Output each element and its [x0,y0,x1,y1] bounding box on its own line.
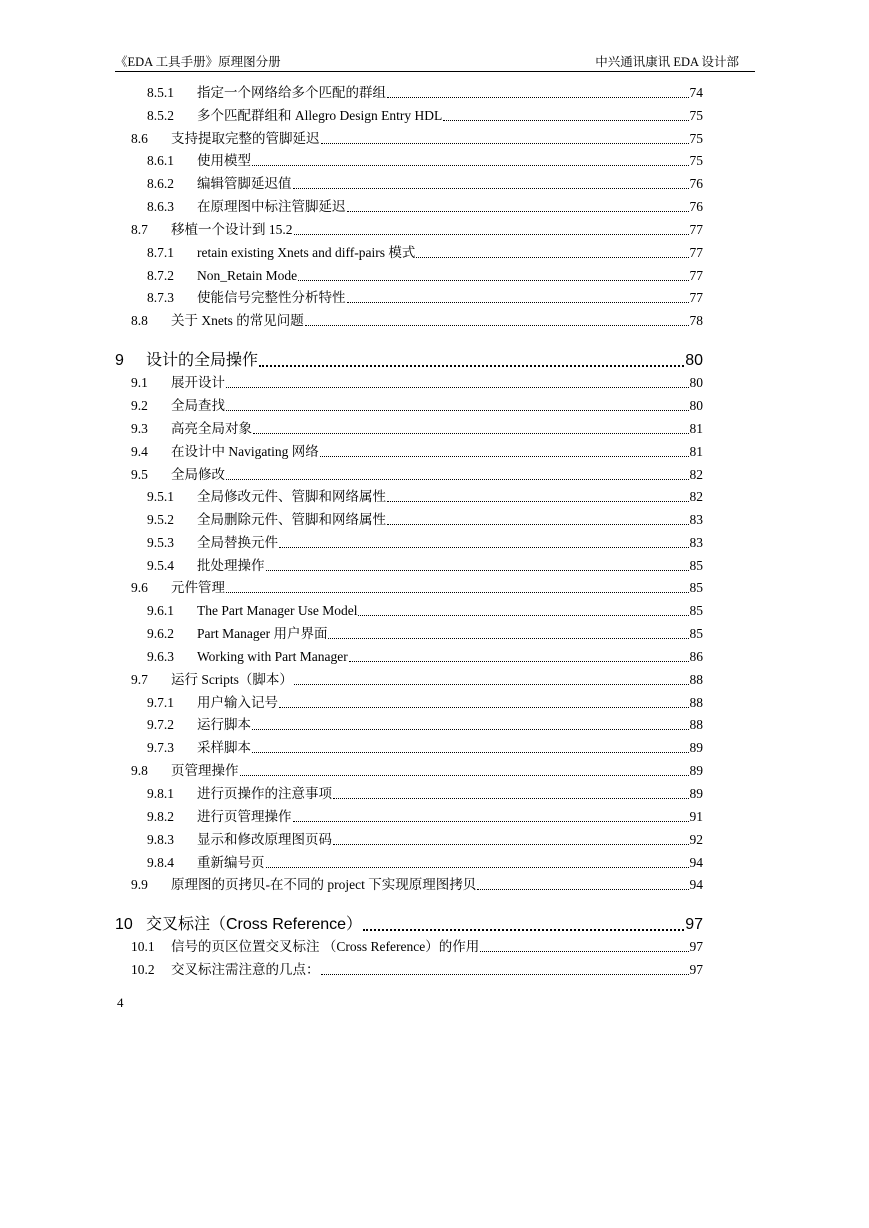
toc-entry-page: 75 [689,131,703,146]
toc-dot-leader [477,888,688,890]
toc-entry[interactable] [115,830,703,850]
toc-entry-number: 9.5.3 [147,535,174,550]
toc-entry[interactable] [115,174,703,194]
toc-entry[interactable] [115,624,703,644]
toc-entry-page: 85 [689,603,703,618]
toc-dot-leader [387,500,689,502]
toc-entry-title: 进行页管理操作 [197,809,292,824]
toc-entry[interactable] [115,807,703,827]
toc-dot-leader [259,364,684,367]
toc-entry-number: 9.2 [131,398,148,413]
toc-entry[interactable] [115,197,703,217]
toc-entry[interactable] [115,693,703,713]
toc-entry-title: Part Manager 用户界面 [197,626,328,641]
toc-entry[interactable] [115,601,703,621]
toc-entry-title: 批处理操作 [197,558,265,573]
toc-entry[interactable] [115,220,703,240]
toc-entry-page: 89 [689,786,703,801]
toc-dot-leader [293,187,689,189]
toc-dot-leader [294,683,689,685]
toc-entry-page: 89 [689,740,703,755]
toc-entry-page: 88 [689,695,703,710]
toc-entry-title: retain existing Xnets and diff-pairs 模式 [197,245,416,260]
toc-dot-leader [349,660,689,662]
toc-entry-number: 8.6.3 [147,199,174,214]
toc-entry-page: 77 [689,222,703,237]
toc-entry-number: 9.9 [131,877,148,892]
toc-dot-leader [387,96,689,98]
toc-dot-leader [266,866,689,868]
toc-entry[interactable] [115,761,703,781]
toc-dot-leader [240,774,689,776]
toc-entry-page: 82 [689,489,703,504]
toc-dot-leader [347,210,689,212]
toc-entry-title: 移植一个设计到 15.2 [171,222,293,237]
toc-entry[interactable] [115,960,703,980]
toc-entry-page: 82 [689,467,703,482]
toc-entry[interactable] [115,106,703,126]
toc-entry-number: 10.2 [131,962,155,977]
toc-entry-title: 支持提取完整的管脚延迟 [171,131,320,146]
toc-entry-number: 8.5.2 [147,108,174,123]
toc-entry-page: 97 [689,962,703,977]
toc-entry-number: 9.5 [131,467,148,482]
toc-dot-leader [321,973,689,975]
toc-entry-title: 高亮全局对象 [171,421,252,436]
toc-entry[interactable] [115,419,703,439]
toc-entry-page: 77 [689,245,703,260]
toc-entry[interactable] [115,738,703,758]
toc-entry-page: 78 [689,313,703,328]
toc-entry[interactable] [115,151,703,171]
toc-entry[interactable] [115,442,703,462]
toc-entry-title: 全局修改 [171,467,225,482]
toc-entry-number: 9.7.3 [147,740,174,755]
toc-entry[interactable] [115,349,703,373]
toc-entry[interactable] [115,266,703,286]
toc-entry-title: 使用模型 [197,153,251,168]
toc-entry-title: 采样脚本 [197,740,251,755]
toc-entry-number: 9.6.2 [147,626,174,641]
toc-dot-leader [363,928,684,931]
toc-entry[interactable] [115,465,703,485]
toc-dot-leader [266,569,689,571]
toc-entry-number: 8.6.2 [147,176,174,191]
toc-entry[interactable] [115,288,703,308]
toc-entry-page: 81 [689,444,703,459]
toc-entry-title: 编辑管脚延迟值 [197,176,292,191]
toc-entry-title: 全局替换元件 [197,535,278,550]
toc-entry-number: 9.6.3 [147,649,174,664]
toc-entry[interactable] [115,487,703,507]
toc-entry-title: 信号的页区位置交叉标注 （Cross Reference）的作用 [171,939,480,954]
toc-entry-page: 77 [689,290,703,305]
toc-entry-page: 92 [689,832,703,847]
toc-entry-page: 80 [685,352,703,369]
toc-entry-title: 原理图的页拷贝-在不同的 project 下实现原理图拷贝 [171,877,477,892]
toc-entry-title: 用户输入记号 [197,695,278,710]
toc-entry-number: 9.8 [131,763,148,778]
toc-dot-leader [333,843,689,845]
toc-dot-leader [416,256,688,258]
toc-dot-leader [298,279,688,281]
toc-entry-page: 80 [689,375,703,390]
toc-entry-title: 展开设计 [171,375,225,390]
toc-entry-title: 显示和修改原理图页码 [197,832,332,847]
toc-dot-leader [320,455,689,457]
page-number: 4 [117,995,124,1010]
toc-dot-leader [305,324,689,326]
toc-entry-page: 83 [689,535,703,550]
toc-entry-number: 9.7 [131,672,148,687]
toc-entry-title: Non_Retain Mode [197,268,298,283]
toc-entry-number: 9.6.1 [147,603,174,618]
toc-dot-leader [333,797,689,799]
toc-dot-leader [279,546,689,548]
toc-entry[interactable] [115,533,703,553]
toc-entry[interactable] [115,937,703,957]
toc-entry-title: 多个匹配群组和 Allegro Design Entry HDL [197,108,443,123]
toc-entry-number: 8.5.1 [147,85,174,100]
header-department: 中兴通讯康讯 EDA 设计部 [595,55,739,69]
toc-entry-number: 8.7.2 [147,268,174,283]
toc-entry-number: 10 [115,916,133,933]
toc-entry-number: 9.7.2 [147,717,174,732]
toc-entry[interactable] [115,784,703,804]
toc-entry-number: 10.1 [131,939,155,954]
toc-dot-leader [226,478,689,480]
toc-entry-number: 8.6 [131,131,148,146]
toc-entry-number: 9.4 [131,444,148,459]
toc-entry-page: 75 [689,108,703,123]
toc-entry-page: 80 [689,398,703,413]
toc-entry[interactable] [115,556,703,576]
toc-entry-page: 77 [689,268,703,283]
toc-entry-page: 97 [689,939,703,954]
toc-entry-number: 8.8 [131,313,148,328]
toc-dot-leader [226,409,689,411]
toc-entry-number: 9.5.4 [147,558,174,573]
toc-entry-title: 设计的全局操作 [146,352,259,369]
page-header [115,54,755,70]
toc-entry-page: 94 [689,855,703,870]
toc-entry-title: 运行脚本 [197,717,251,732]
toc-entry[interactable] [115,875,703,895]
toc-entry-page: 89 [689,763,703,778]
toc-entry-title: 进行页操作的注意事项 [197,786,332,801]
toc-entry[interactable] [115,129,703,149]
toc-dot-leader [321,142,689,144]
toc-dot-leader [253,432,689,434]
toc-entry-page: 86 [689,649,703,664]
toc-entry-page: 76 [689,176,703,191]
toc-entry-title: 交叉标注需注意的几点： [171,962,320,977]
toc-entry-page: 85 [689,558,703,573]
toc-entry-number: 8.7.1 [147,245,174,260]
toc-entry-page: 97 [685,916,703,933]
toc-entry[interactable] [115,396,703,416]
toc-entry-title: The Part Manager Use Model [197,603,358,618]
toc-entry-number: 9.7.1 [147,695,174,710]
toc-dot-leader [293,820,689,822]
toc-entry-number: 9.8.1 [147,786,174,801]
header-document-title: 《EDA 工具手册》原理图分册 [115,55,281,69]
toc-entry-number: 9.8.3 [147,832,174,847]
toc-entry[interactable] [115,647,703,667]
toc-dot-leader [387,523,689,525]
toc-dot-leader [347,301,689,303]
toc-entry-page: 81 [689,421,703,436]
toc-entry-page: 88 [689,717,703,732]
toc-dot-leader [358,614,688,616]
toc-dot-leader [443,119,688,121]
toc-entry-page: 83 [689,512,703,527]
toc-entry[interactable] [115,715,703,735]
toc-entry-number: 8.6.1 [147,153,174,168]
toc-dot-leader [226,591,689,593]
toc-entry-title: 页管理操作 [171,763,239,778]
toc-entry-number: 9.1 [131,375,148,390]
toc-entry-number: 8.7.3 [147,290,174,305]
toc-dot-leader [294,233,689,235]
toc-entry-page: 76 [689,199,703,214]
toc-dot-leader [252,164,689,166]
toc-entry-page: 94 [689,877,703,892]
toc-entry-number: 9.8.2 [147,809,174,824]
toc-dot-leader [480,950,688,952]
toc-dot-leader [279,706,689,708]
toc-entry-title: 交叉标注（Cross Reference） [146,916,363,933]
toc-entry[interactable] [115,578,703,598]
toc-dot-leader [252,751,689,753]
toc-entry-title: 使能信号完整性分析特性 [197,290,346,305]
toc-entry-page: 85 [689,626,703,641]
toc-entry[interactable] [115,510,703,530]
toc-entry-page: 75 [689,153,703,168]
header-rule [115,71,755,72]
toc-entry-number: 9.3 [131,421,148,436]
toc-entry-title: 指定一个网络给多个匹配的群组 [197,85,386,100]
toc-entry[interactable] [115,243,703,263]
toc-entry-title: 全局删除元件、管脚和网络属性 [197,512,386,527]
toc-entry-title: 重新编号页 [197,855,265,870]
toc-entry-page: 88 [689,672,703,687]
toc-dot-leader [226,386,689,388]
toc-dot-leader [252,728,689,730]
toc-entry-page: 74 [689,85,703,100]
toc-entry-title: 全局查找 [171,398,225,413]
toc-entry[interactable] [115,913,703,937]
toc-entry-title: 全局修改元件、管脚和网络属性 [197,489,386,504]
toc-entry[interactable] [115,670,703,690]
toc-entry-title: Working with Part Manager [197,649,348,664]
toc-dot-leader [328,637,688,639]
toc-entry-number: 9.8.4 [147,855,174,870]
toc-entry-title: 在设计中 Navigating 网络 [171,444,319,459]
toc-entry[interactable] [115,853,703,873]
toc-entry-page: 91 [689,809,703,824]
toc-entry[interactable] [115,83,703,103]
toc-entry-number: 8.7 [131,222,148,237]
toc-entry[interactable] [115,373,703,393]
toc-entry-title: 关于 Xnets 的常见问题 [171,313,304,328]
toc-entry-title: 在原理图中标注管脚延迟 [197,199,346,214]
toc-entry-number: 9 [115,352,124,369]
toc-entry-page: 85 [689,580,703,595]
toc-entry-title: 元件管理 [171,580,225,595]
toc-entry-number: 9.6 [131,580,148,595]
toc-entry-number: 9.5.2 [147,512,174,527]
toc-entry-number: 9.5.1 [147,489,174,504]
toc-entry[interactable] [115,311,703,331]
toc-entry-title: 运行 Scripts（脚本） [171,672,293,687]
